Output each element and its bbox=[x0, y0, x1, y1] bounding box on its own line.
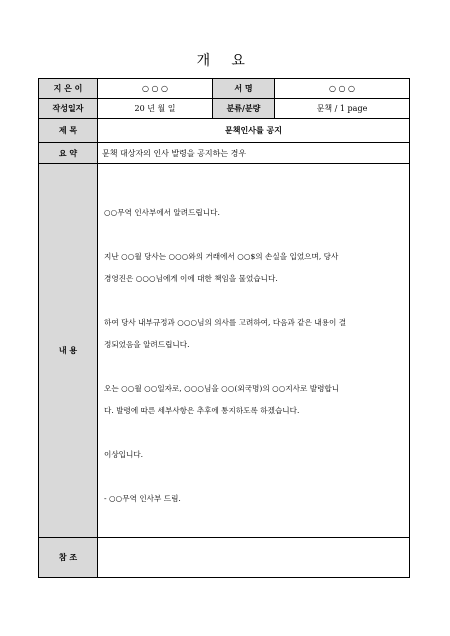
category-label: 분류/분량 bbox=[213, 99, 275, 119]
body-paragraph: 다. 발령에 따른 세부사항은 추후에 통지하도록 하겠습니다. bbox=[104, 406, 300, 415]
body-paragraph: 경영진은 ○○○님에게 이에 대한 책임을 물었습니다. bbox=[104, 274, 278, 283]
category-value: 문책 / 1 page bbox=[275, 99, 410, 119]
body-paragraph: 정되었음을 알려드립니다. bbox=[104, 340, 190, 349]
document-title: 개 요 bbox=[196, 53, 254, 69]
body-paragraph: - ○○무역 인사부 드림. bbox=[104, 494, 181, 503]
body-paragraph: 지난 ○○월 당사는 ○○○와의 거래에서 ○○$의 손실을 입었으며, 당사 bbox=[104, 252, 339, 261]
content-label: 내 용 bbox=[39, 164, 98, 538]
subject-value: 문책인사를 공지 bbox=[98, 119, 410, 143]
body-paragraph: 하여 당사 내부규정과 ○○○님의 의사를 고려하여, 다음과 같은 내용이 결 bbox=[104, 318, 347, 327]
document-form-table bbox=[38, 78, 410, 578]
body-paragraph: 오는 ○○월 ○○일자로, ○○○님을 ○○(외국명)의 ○○지사로 발령합니 bbox=[104, 384, 340, 393]
summary-label: 요 약 bbox=[39, 143, 98, 164]
content-body bbox=[98, 164, 410, 538]
signature-label: 서 명 bbox=[213, 79, 275, 99]
reference-value bbox=[98, 538, 410, 578]
body-paragraph: ○○무역 인사부에서 알려드립니다. bbox=[104, 208, 220, 217]
reference-label: 참 조 bbox=[39, 538, 98, 578]
subject-label: 제 목 bbox=[39, 119, 98, 143]
signature-value: ○ ○ ○ bbox=[275, 79, 410, 99]
date-value: 20 년 월 일 bbox=[98, 99, 213, 119]
summary-value: 문책 대상자의 인사 발령을 공지하는 경우 bbox=[98, 143, 410, 164]
author-value: ○ ○ ○ bbox=[98, 79, 213, 99]
date-label: 작성일자 bbox=[39, 99, 98, 119]
author-label: 지 은 이 bbox=[39, 79, 98, 99]
body-paragraph: 이상입니다. bbox=[104, 450, 144, 459]
